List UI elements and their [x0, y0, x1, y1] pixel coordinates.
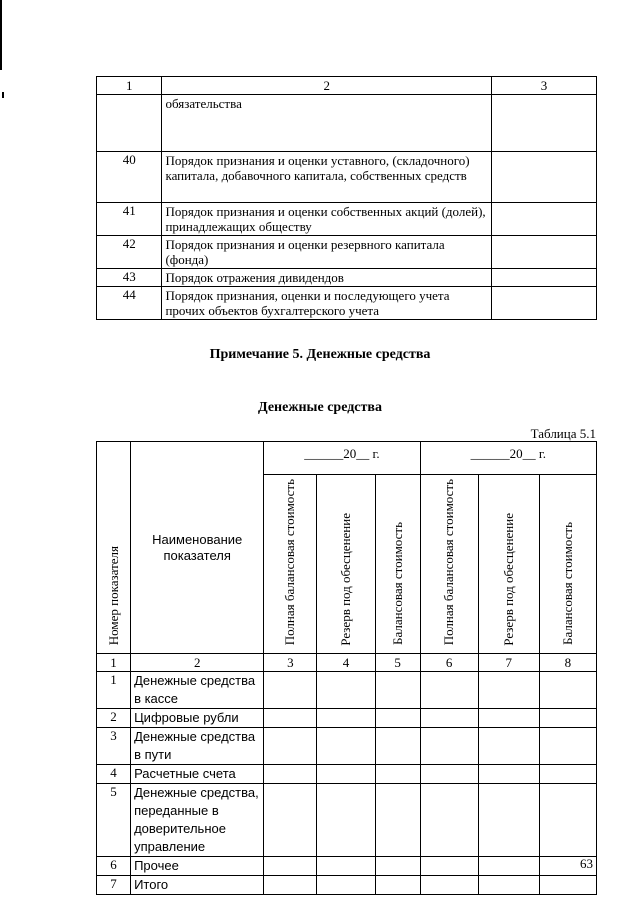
table-row: [97, 236, 597, 269]
data-cell: [264, 709, 317, 728]
data-cell: [478, 728, 539, 765]
sub-header: Балансовая стоимость: [375, 475, 420, 654]
sub-header: Полная балансовая стоимость: [420, 475, 478, 654]
row-value: [492, 203, 597, 236]
data-cell: [264, 765, 317, 784]
table-caption: Таблица 5.1: [530, 426, 596, 441]
row-number: 41: [97, 203, 162, 236]
data-cell: [317, 728, 375, 765]
data-cell: [478, 784, 539, 857]
year-header-2: ______20__ г.: [420, 442, 596, 475]
col-num: 5: [375, 654, 420, 672]
table-header-row: [97, 77, 597, 95]
table-title: Денежные средства: [258, 400, 382, 415]
header-row-years: [97, 442, 597, 475]
row-name: Денежные средства, переданные в доверительное управление: [131, 784, 264, 857]
row-value: [492, 95, 597, 152]
row-number: [97, 95, 162, 152]
table-row: [97, 203, 597, 236]
sub-header: Резерв под обесценение: [317, 475, 375, 654]
margin-tick: [2, 92, 4, 98]
cash-table: [96, 441, 597, 895]
row-number: 43: [97, 269, 162, 287]
row-name: Цифровые рубли: [131, 709, 264, 728]
data-cell: [539, 672, 596, 709]
data-cell: [420, 876, 478, 895]
row-value: [492, 152, 597, 203]
data-cell: [264, 857, 317, 876]
data-cell: [375, 672, 420, 709]
col-number-header: Номер показателя: [97, 442, 131, 654]
data-cell: [317, 857, 375, 876]
header-cell: 1: [97, 77, 162, 95]
accounting-policy-table: [96, 76, 597, 320]
row-number: 3: [97, 728, 131, 765]
row-text: обязательства: [162, 95, 492, 152]
row-name: Расчетные счета: [131, 765, 264, 784]
row-number: 7: [97, 876, 131, 895]
row-name: Денежные средства в кассе: [131, 672, 264, 709]
data-cell: [375, 709, 420, 728]
row-text: Порядок признания и оценки уставного, (складочного) капитала, добавочного капитала, собственных средств: [162, 152, 492, 203]
data-cell: [478, 765, 539, 784]
data-cell: [420, 784, 478, 857]
margin-line: [0, 0, 2, 70]
table-row: [97, 765, 597, 784]
data-cell: [375, 784, 420, 857]
data-cell: [420, 672, 478, 709]
row-number: 1: [97, 672, 131, 709]
row-value: [492, 269, 597, 287]
row-number: 40: [97, 152, 162, 203]
row-number: 6: [97, 857, 131, 876]
header-cell: 3: [492, 77, 597, 95]
row-text: Порядок отражения дивидендов: [162, 269, 492, 287]
row-number: 4: [97, 765, 131, 784]
col-num: 4: [317, 654, 375, 672]
data-cell: [539, 876, 596, 895]
sub-header: Резерв под обесценение: [478, 475, 539, 654]
col-num: 3: [264, 654, 317, 672]
table-row: [97, 857, 597, 876]
data-cell: [420, 709, 478, 728]
page-number: 63: [580, 856, 593, 871]
row-number: 42: [97, 236, 162, 269]
data-cell: [375, 876, 420, 895]
col-num: 7: [478, 654, 539, 672]
data-cell: [539, 784, 596, 857]
data-cell: [420, 857, 478, 876]
data-cell: [539, 709, 596, 728]
row-number: 44: [97, 287, 162, 320]
data-cell: [420, 765, 478, 784]
data-cell: [264, 728, 317, 765]
data-cell: [539, 765, 596, 784]
col-num: 8: [539, 654, 596, 672]
table-row: [97, 876, 597, 895]
data-cell: [317, 784, 375, 857]
table-row: [97, 287, 597, 320]
year-header-1: ______20__ г.: [264, 442, 420, 475]
data-cell: [317, 709, 375, 728]
row-text: Порядок признания и оценки собственных акций (долей), принадлежащих обществу: [162, 203, 492, 236]
table-row: [97, 709, 597, 728]
data-cell: [478, 857, 539, 876]
table-row: [97, 784, 597, 857]
row-name: Прочее: [131, 857, 264, 876]
data-cell: [375, 857, 420, 876]
data-cell: [317, 765, 375, 784]
table-row: [97, 152, 597, 203]
data-cell: [264, 784, 317, 857]
col-num: 1: [97, 654, 131, 672]
data-cell: [375, 728, 420, 765]
row-text: Порядок признания и оценки резервного капитала (фонда): [162, 236, 492, 269]
column-number-row: [97, 654, 597, 672]
sub-header: Полная балансовая стоимость: [264, 475, 317, 654]
table-row: [97, 95, 597, 152]
data-cell: [264, 876, 317, 895]
row-name: Итого: [131, 876, 264, 895]
data-cell: [539, 728, 596, 765]
col-name-header: Наименование показателя: [131, 442, 264, 654]
table-row: [97, 672, 597, 709]
data-cell: [478, 672, 539, 709]
data-cell: [420, 728, 478, 765]
col-num: 2: [131, 654, 264, 672]
sub-header: Балансовая стоимость: [539, 475, 596, 654]
data-cell: [317, 672, 375, 709]
row-number: 2: [97, 709, 131, 728]
row-name: Денежные средства в пути: [131, 728, 264, 765]
data-cell: [478, 876, 539, 895]
data-cell: [478, 709, 539, 728]
col-num: 6: [420, 654, 478, 672]
note-heading: Примечание 5. Денежные средства: [209, 347, 431, 362]
row-text: Порядок признания, оценки и последующего учета прочих объектов бухгалтерского учета: [162, 287, 492, 320]
row-value: [492, 236, 597, 269]
data-cell: [317, 876, 375, 895]
header-cell: 2: [162, 77, 492, 95]
data-cell: [264, 672, 317, 709]
row-number: 5: [97, 784, 131, 857]
row-value: [492, 287, 597, 320]
table-row: [97, 269, 597, 287]
data-cell: [375, 765, 420, 784]
table-row: [97, 728, 597, 765]
